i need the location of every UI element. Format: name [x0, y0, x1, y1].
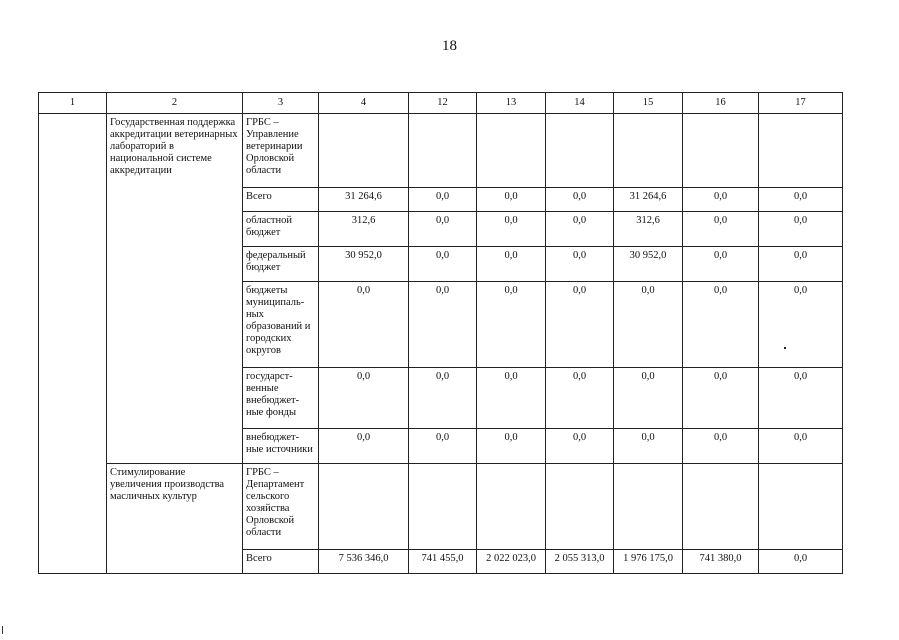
- row-label: ГРБС – Управление ветеринарии Орловской области: [243, 114, 319, 188]
- value-cell: 0,0: [409, 247, 477, 282]
- value-cell: 31 264,6: [319, 188, 409, 212]
- value-cell: 0,0: [546, 282, 614, 368]
- header-cell: 2: [107, 93, 243, 114]
- value-cell: 30 952,0: [614, 247, 683, 282]
- value-cell: 0,0: [409, 212, 477, 247]
- value-cell: 0,0: [546, 212, 614, 247]
- value-cell: [759, 464, 843, 550]
- value-cell: [319, 464, 409, 550]
- number-cell: [39, 114, 107, 574]
- row-label: областной бюджет: [243, 212, 319, 247]
- row-label: внебюджет-ные источники: [243, 429, 319, 464]
- value-cell: [683, 464, 759, 550]
- table-row: [39, 464, 843, 550]
- value-cell: [546, 114, 614, 188]
- value-cell: 2 022 023,0: [477, 550, 546, 574]
- value-cell: [409, 114, 477, 188]
- value-cell: 0,0: [477, 212, 546, 247]
- value-cell: 0,0: [614, 368, 683, 429]
- header-cell: 3: [243, 93, 319, 114]
- value-cell: 31 264,6: [614, 188, 683, 212]
- stray-dot: [784, 347, 786, 349]
- measure-name: Стимулирование увеличения производства масличных культур: [107, 464, 243, 574]
- value-cell: [614, 464, 683, 550]
- value-cell: 1 976 175,0: [614, 550, 683, 574]
- value-cell: 0,0: [546, 368, 614, 429]
- value-cell: 0,0: [759, 282, 843, 368]
- scan-edge-mark: [2, 626, 3, 634]
- value-cell: 0,0: [477, 282, 546, 368]
- value-cell: 0,0: [477, 368, 546, 429]
- value-cell: 0,0: [614, 429, 683, 464]
- row-label: Всего: [243, 188, 319, 212]
- value-cell: 0,0: [683, 282, 759, 368]
- value-cell: 0,0: [409, 188, 477, 212]
- value-cell: 0,0: [546, 429, 614, 464]
- value-cell: 741 380,0: [683, 550, 759, 574]
- value-cell: 0,0: [319, 368, 409, 429]
- value-cell: 0,0: [759, 550, 843, 574]
- page-number: 18: [442, 38, 457, 54]
- value-cell: 0,0: [759, 247, 843, 282]
- value-cell: 0,0: [759, 429, 843, 464]
- value-cell: [409, 464, 477, 550]
- value-cell: 0,0: [409, 429, 477, 464]
- value-cell: 0,0: [683, 429, 759, 464]
- header-cell: 14: [546, 93, 614, 114]
- header-cell: 15: [614, 93, 683, 114]
- value-cell: [759, 114, 843, 188]
- value-cell: 312,6: [614, 212, 683, 247]
- value-cell: [319, 114, 409, 188]
- value-cell: 0,0: [319, 429, 409, 464]
- value-cell: [683, 114, 759, 188]
- value-cell: 0,0: [759, 368, 843, 429]
- value-cell: 0,0: [759, 188, 843, 212]
- header-row: [39, 93, 843, 114]
- header-cell: 13: [477, 93, 546, 114]
- value-cell: [477, 464, 546, 550]
- value-cell: 0,0: [319, 282, 409, 368]
- value-cell: [546, 464, 614, 550]
- value-cell: 0,0: [546, 188, 614, 212]
- value-cell: 312,6: [319, 212, 409, 247]
- row-label: бюджеты муниципаль-ных образований и городских округов: [243, 282, 319, 368]
- value-cell: 7 536 346,0: [319, 550, 409, 574]
- value-cell: 0,0: [683, 247, 759, 282]
- value-cell: 0,0: [477, 188, 546, 212]
- header-cell: 4: [319, 93, 409, 114]
- header-cell: 12: [409, 93, 477, 114]
- value-cell: 0,0: [409, 368, 477, 429]
- row-label: ГРБС – Департамент сельского хозяйства Орловской области: [243, 464, 319, 550]
- value-cell: 0,0: [477, 247, 546, 282]
- value-cell: [477, 114, 546, 188]
- value-cell: 741 455,0: [409, 550, 477, 574]
- value-cell: 0,0: [477, 429, 546, 464]
- value-cell: 0,0: [759, 212, 843, 247]
- value-cell: 2 055 313,0: [546, 550, 614, 574]
- table-row: [39, 114, 843, 188]
- value-cell: 30 952,0: [319, 247, 409, 282]
- value-cell: 0,0: [683, 212, 759, 247]
- value-cell: 0,0: [409, 282, 477, 368]
- row-label: государст-венные внебюджет-ные фонды: [243, 368, 319, 429]
- value-cell: 0,0: [683, 188, 759, 212]
- value-cell: [614, 114, 683, 188]
- row-label: федеральный бюджет: [243, 247, 319, 282]
- row-label: Всего: [243, 550, 319, 574]
- header-cell: 1: [39, 93, 107, 114]
- header-cell: 16: [683, 93, 759, 114]
- value-cell: 0,0: [683, 368, 759, 429]
- measure-name: Государственная поддержка аккредитации ветеринарных лабораторий в национальной системе аккредитации: [107, 114, 243, 464]
- budget-table: [38, 92, 843, 574]
- value-cell: 0,0: [546, 247, 614, 282]
- header-cell: 17: [759, 93, 843, 114]
- value-cell: 0,0: [614, 282, 683, 368]
